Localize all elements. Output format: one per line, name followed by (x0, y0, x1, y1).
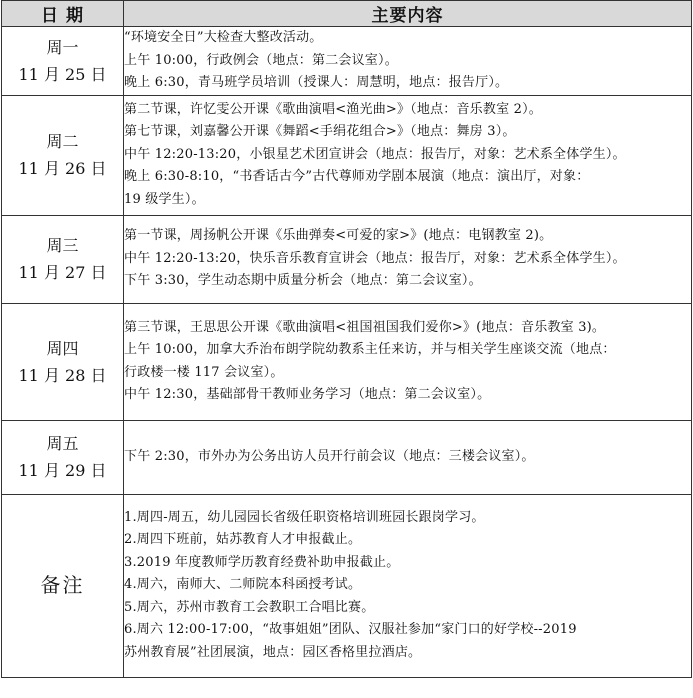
event-line: 第一节课，周扬帆公开课《乐曲弹奏<可爱的家>》(地点：电钢教室 2)。 (124, 228, 553, 244)
remark-line: 4.周六，南师大、二师院本科函授考试。 (124, 577, 362, 593)
event-line: 上午 10:00，行政例会（地点：第二会议室）。 (124, 52, 398, 68)
event-line: 上午 10:00，加拿大乔治布朗学院幼教系主任来访，并与相关学生座谈交流（地点： (124, 342, 616, 357)
date-label: 11 月 25 日 (18, 64, 107, 84)
schedule-row-tuesday (2, 95, 692, 215)
date-column-header: 日 期 (2, 1, 124, 27)
remark-line: 5.周六，苏州市教育工会教职工合唱比赛。 (124, 599, 375, 615)
event-line: 晚上 6:30，青马班学员培训（授课人：周慧明，地点：报告厅）。 (124, 75, 509, 90)
event-line: 行政楼一楼 117 会议室）。 (124, 364, 284, 380)
event-line: 第二节课，许忆雯公开课《歌曲演唱<渔光曲>》（地点：音乐教室 2）。 (124, 101, 542, 117)
schedule-row-friday (2, 420, 692, 494)
event-line: 第三节课，王思思公开课《歌曲演唱<祖国祖国我们爱你>》(地点：音乐教室 3)。 (124, 319, 606, 335)
day-cell (2, 215, 124, 303)
content-column-header: 主要内容 (124, 1, 692, 27)
weekday-label: 周二 (46, 132, 79, 151)
day-cell (2, 303, 124, 420)
event-line: 中午 12:20-13:20，小银星艺术团宣讲会（地点：报告厅，对象：艺术系全体学生）。 (124, 146, 626, 162)
schedule-row-monday (2, 27, 692, 96)
remark-line: 6.周六 12:00-17:00，“故事姐姐”团队、汉服社参加“家门口的好学校--2019 (124, 622, 577, 638)
date-label: 11 月 26 日 (18, 159, 107, 178)
day-cell (2, 95, 124, 215)
schedule-row-thursday (2, 303, 692, 420)
date-label: 11 月 29 日 (18, 461, 107, 480)
event-line: 中午 12:30，基础部骨干教师业务学习（地点：第二会议室）。 (124, 387, 491, 402)
weekday-label: 周一 (46, 37, 79, 57)
event-line: 下午 3:30，学生动态期中质量分析会（地点：第二会议室）。 (124, 273, 482, 289)
day-cell (2, 420, 124, 494)
event-line: 19 级学生）。 (124, 191, 205, 207)
schedule-row-wednesday (2, 215, 692, 303)
weekday-label: 周五 (46, 434, 79, 453)
remark-line: 1.周四-周五，幼儿园园长省级任职资格培训班园长跟岗学习。 (124, 509, 485, 525)
remarks-content (124, 494, 692, 677)
event-line: 第七节课，刘嘉馨公开课《舞蹈<手绢花组合>》（地点：舞房 3）。 (124, 124, 516, 140)
date-label: 11 月 28 日 (18, 365, 107, 385)
remark-line: 3.2019 年度教师学历教育经费补助申报截止。 (124, 554, 400, 570)
content-cell (124, 95, 692, 215)
remark-line: 2.周四下班前，姑苏教育人才申报截止。 (124, 532, 362, 548)
content-cell (124, 420, 692, 494)
content-cell (124, 27, 692, 96)
content-cell (124, 215, 692, 303)
weekday-label: 周四 (46, 338, 79, 358)
remark-line: 苏州教育展”社团展演，地点：园区香格里拉酒店。 (124, 644, 422, 660)
weekly-schedule-table (1, 0, 692, 678)
header-row (2, 1, 692, 27)
date-label: 11 月 27 日 (18, 263, 107, 282)
event-line: 中午 12:20-13:20，快乐音乐教育宣讲会（地点：报告厅，对象：艺术系全体学生）。 (124, 250, 626, 266)
day-cell (2, 27, 124, 96)
content-cell (124, 303, 692, 420)
remarks-label: 备注 (2, 494, 124, 677)
event-line: 下午 2:30，市外办为公务出访人员开行前会议（地点：三楼会议室）。 (124, 448, 535, 464)
weekday-label: 周三 (46, 236, 79, 255)
remarks-row (2, 494, 692, 677)
event-line: “环境安全日”大检查大整改活动。 (124, 30, 323, 45)
event-line: 晚上 6:30-8:10，“书香话古今”古代尊师劝学剧本展演（地点：演出厅，对象： (124, 169, 590, 185)
